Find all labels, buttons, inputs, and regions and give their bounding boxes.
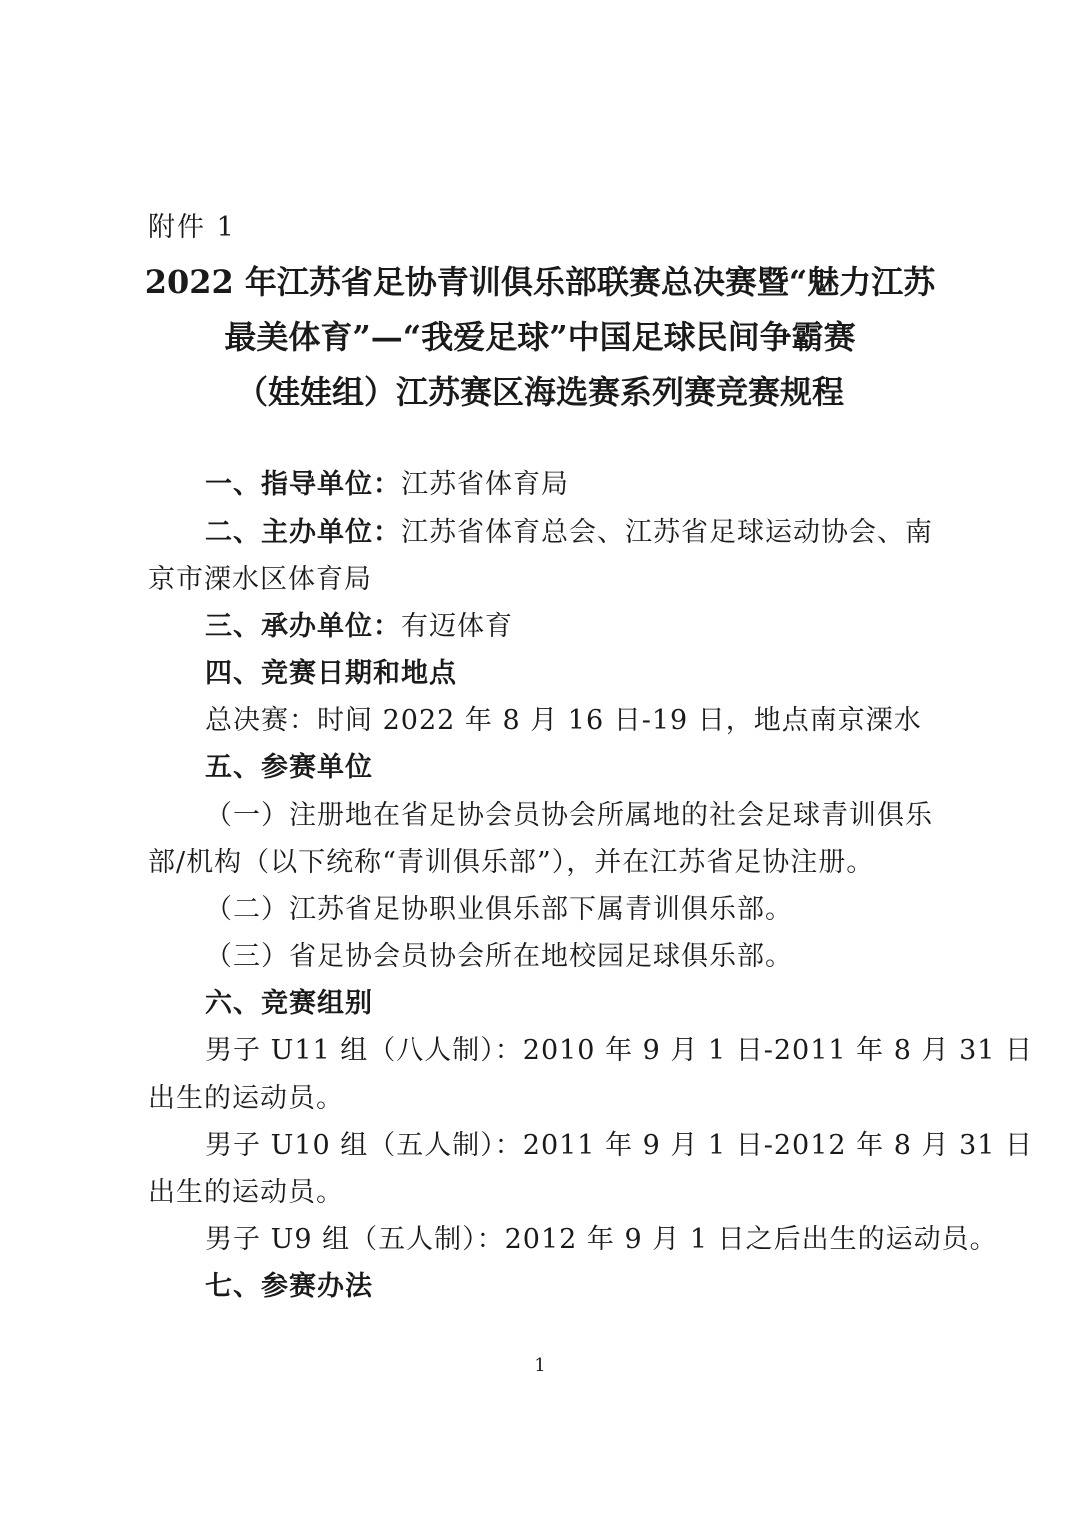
paragraph-participant-1-cont: 部/机构（以下统称“青训俱乐部”），并在江苏省足协注册。	[148, 847, 875, 878]
section-text: 江苏省体育局	[401, 469, 569, 500]
section-heading-groups: 六、竞赛组别	[205, 988, 373, 1019]
section-organizer	[205, 510, 945, 549]
section-label: 三、承办单位：	[205, 611, 401, 642]
title-line-2: 最美体育”—“我爱足球”中国足球民间争霸赛	[224, 318, 856, 356]
section-label: 二、主办单位：	[205, 517, 401, 548]
section-label: 一、指导单位：	[205, 469, 401, 500]
paragraph-u11: 男子 U11 组（八人制）：2010 年 9 月 1 日-2011 年 8 月 31 日	[205, 1035, 1034, 1066]
paragraph-participant-1: （一）注册地在省足协会员协会所属地的社会足球青训俱乐	[205, 800, 933, 831]
page-number: 1	[534, 1355, 546, 1376]
section-heading-dates: 四、竞赛日期和地点	[205, 658, 457, 689]
paragraph-participant-3: （三）省足协会员协会所在地校园足球俱乐部。	[205, 941, 793, 972]
paragraph-u10: 男子 U10 组（五人制）：2011 年 9 月 1 日-2012 年 8 月 31 日	[205, 1130, 1034, 1161]
section-heading-participants: 五、参赛单位	[205, 752, 373, 783]
paragraph-u11-cont: 出生的运动员。	[148, 1083, 344, 1114]
paragraph-u10-cont: 出生的运动员。	[148, 1177, 344, 1208]
paragraph-participant-2: （二）江苏省足协职业俱乐部下属青训俱乐部。	[205, 894, 793, 925]
section-guiding-unit	[205, 462, 945, 501]
section-host-unit	[205, 604, 945, 643]
title-line-1: 2022 年江苏省足协青训俱乐部联赛总决赛暨“魅力江苏	[144, 263, 936, 301]
section-organizer-cont: 京市溧水区体育局	[148, 564, 372, 595]
title-line-3: （娃娃组）江苏赛区海选赛系列赛竞赛规程	[235, 373, 844, 411]
section-text: 有迈体育	[401, 611, 513, 642]
paragraph-finals-date: 总决赛：时间 2022 年 8 月 16 日-19 日，地点南京溧水	[205, 705, 922, 736]
section-heading-method: 七、参赛办法	[205, 1271, 373, 1302]
section-text: 江苏省体育总会、江苏省足球运动协会、南	[401, 517, 933, 548]
attachment-label: 附件 1	[148, 212, 236, 243]
paragraph-u9: 男子 U9 组（五人制）：2012 年 9 月 1 日之后出生的运动员。	[205, 1224, 998, 1255]
